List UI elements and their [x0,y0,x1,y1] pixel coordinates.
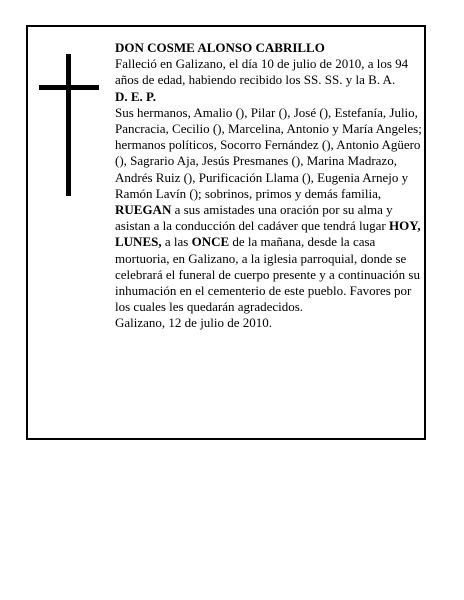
once-text: ONCE [191,234,230,250]
request-text-2: a las [161,234,192,250]
notice-text [115,40,425,332]
request-text-1: a sus amistades una oración por su alma y asistan a la conducción del cadáver que tendrá lugar [115,202,393,234]
cross-vertical-bar [66,54,71,196]
deceased-name: DON COSME ALONSO CABRILLO [115,40,325,55]
ruegan-text: RUEGAN [115,202,172,218]
dep-line: D. E. P. [115,88,157,104]
request-text-3: de la mañana, desde la casa mortuoria, en Galizano, a la iglesia parroquial, donde se celebrará el funeral de cuerpo presente y a continuación su inhumación en el cementerio de este pueblo. Favores por los cuales les quedarán agradecidos. [115,234,420,315]
family-list: Sus hermanos, Amalio (), Pilar (), José (), Estefanía, Julio, Pancracia, Cecilio (), Marcelina, Antonio y María Angeles; hermanos políticos, Socorro Fernández (), Antonio Agüero (), Sagrario Aja, Jesús Presmanes (), Marina Madrazo, Andrés Ruiz (), Purificación Llama (), Eugenia Arnejo y Ramón Lavín (); sobrinos, primos y demás familia, [115,104,422,201]
cross-icon [39,54,99,196]
hoy-lunes-text: HOY, LUNES, [115,218,421,250]
closing-line: Galizano, 12 de julio de 2010. [115,315,273,331]
request-paragraph [115,202,425,315]
death-info: Falleció en Galizano, el día 10 de julio de 2010, a los 94 años de edad, habiendo recibido los SS. SS. y la B. A. [115,56,409,88]
obituary-notice [26,25,426,440]
cross-horizontal-bar [39,85,99,90]
